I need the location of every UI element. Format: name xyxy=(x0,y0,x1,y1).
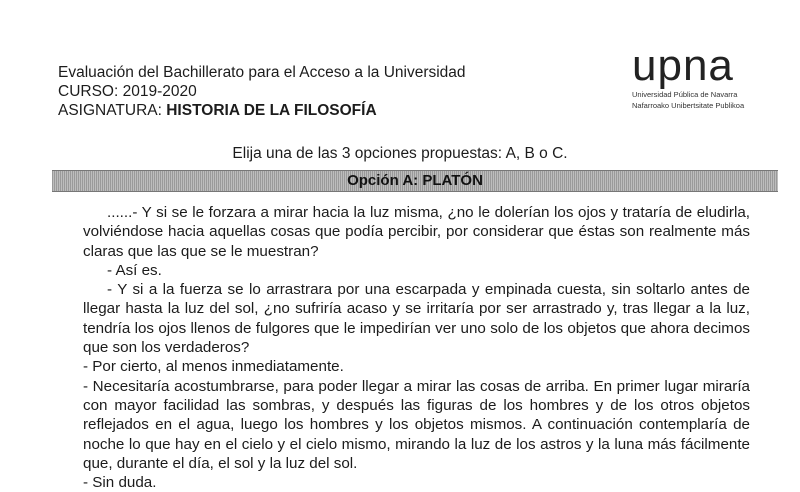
option-title: Opción A: PLATÓN xyxy=(347,172,483,189)
logo-subtitle-eu: Nafarroako Unibertsitate Publikoa xyxy=(632,101,745,110)
instructions: Elija una de las 3 opciones propuestas: A, B o C. xyxy=(232,145,568,162)
logo-wordmark: upna xyxy=(632,41,734,90)
text-paragraph: - Y si a la fuerza se lo arrastrara por una escarpada y empinada cuesta, sin soltarlo antes de llegar hasta la luz del sol, ¿no sufriría acaso y se irritaría por ser arrastrado y, tras llegar a la luz, tendría los ojos llenos de fulgores que le impedirían ver uno solo de los objetos que ahora decimos que son los verdaderos? xyxy=(83,281,750,357)
text-paragraph: - Así es. xyxy=(107,261,162,279)
text-paragraph: ......- Y si se le forzara a mirar hacia la luz misma, ¿no le dolerían los ojos y trataría de eludirla, volviéndose hacia aquellas cosas que podía percibir, por considerar que éstas son realmente más claras que las que se le muestran? xyxy=(83,204,750,260)
exam-text xyxy=(83,203,750,492)
text-paragraph: - Necesitaría acostumbrarse, para poder llegar a mirar las cosas de arriba. En primer lugar miraría con mayor facilidad las sombras, y después las figuras de los hombres y de los otros objetos reflejados en el agua, luego los hombres y los objetos mismos. A continuación contemplaría de noche lo que hay en el cielo y el cielo mismo, mirando la luz de los astros y la luna más fácilmente que, durante el día, el sol y la luz del sol. xyxy=(83,377,750,472)
course-year: CURSO: 2019-2020 xyxy=(58,83,197,100)
subject-name: HISTORIA DE LA FILOSOFÍA xyxy=(166,102,377,119)
subject-line xyxy=(58,101,466,120)
exam-header xyxy=(58,63,466,120)
exam-title: Evaluación del Bachillerato para el Acceso a la Universidad xyxy=(58,64,466,81)
option-header-bar xyxy=(52,170,778,192)
subject-label: ASIGNATURA: xyxy=(58,102,167,119)
text-paragraph: - Por cierto, al menos inmediatamente. xyxy=(83,358,344,376)
university-logo xyxy=(632,41,745,110)
logo-subtitle-es: Universidad Pública de Navarra xyxy=(632,90,738,99)
text-paragraph: - Sin duda. xyxy=(83,474,157,492)
